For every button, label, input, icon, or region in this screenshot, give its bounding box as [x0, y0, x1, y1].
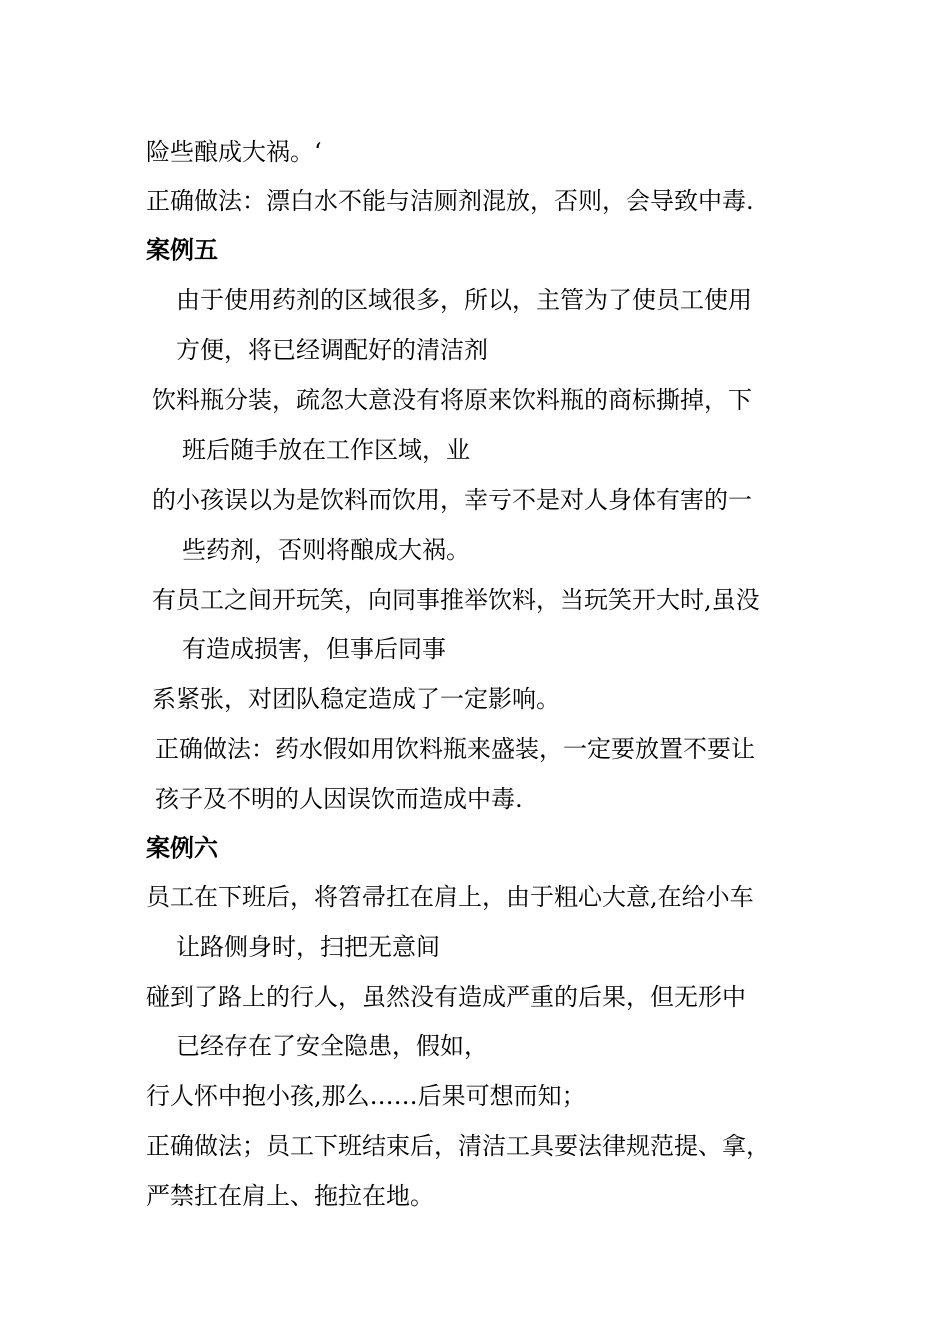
text-line: 班后随手放在工作区域，业 [182, 436, 470, 464]
text-line: 的小孩误以为是饮料而饮用，幸亏不是对人身体有害的一 [152, 486, 752, 514]
text-line: 让路侧身时，扫把无意间 [176, 933, 440, 961]
text-line: 系紧张，对团队稳定造成了一定影响。 [152, 685, 560, 713]
text-line: 有造成损害，但事后同事 [182, 635, 446, 663]
text-line: 行人怀中抱小孩,那么……后果可想而知； [146, 1082, 586, 1110]
text-line: 正确做法；员工下班结束后，清洁工具要法律规范提、拿， [146, 1132, 770, 1160]
text-line: 严禁扛在肩上、拖拉在地。 [146, 1182, 434, 1210]
text-line: 由于使用药剂的区域很多，所以，主管为了使员工使用 [176, 286, 752, 314]
text-line: 险些酿成大祸。‘ [146, 138, 322, 166]
text-line: 已经存在了安全隐患，假如， [176, 1032, 488, 1060]
text-line: 正确做法：漂白水不能与洁厕剂混放，否则，会导致中毒. [146, 187, 754, 215]
text-line: 些药剂，否则将酿成大祸。 [182, 536, 470, 564]
text-line: 碰到了路上的行人，虽然没有造成严重的后果，但无形中 [146, 983, 746, 1011]
text-line: 饮料瓶分装，疏忽大意没有将原来饮料瓶的商标撕掉，下 [152, 386, 752, 414]
text-line: 方便，将已经调配好的清洁剂 [176, 336, 488, 364]
text-line: 孩子及不明的人因误饮而造成中毒. [155, 785, 523, 813]
text-line: 有员工之间开玩笑，向同事推举饮料，当玩笑开大时,虽没 [152, 586, 760, 614]
text-line: 正确做法：药水假如用饮料瓶来盛装，一定要放置不要让 [155, 735, 755, 763]
section-heading: 案例六 [146, 833, 218, 862]
text-line: 员工在下班后，将笤帚扛在肩上，由于粗心大意,在给小车 [146, 883, 754, 911]
section-heading: 案例五 [146, 235, 218, 264]
